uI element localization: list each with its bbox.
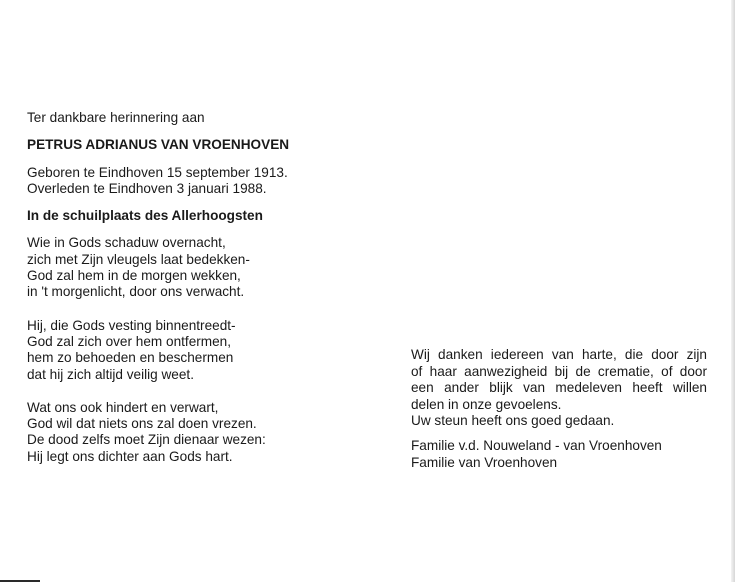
thanks-line: Wij danken iedereen van harte, die door zijn <box>411 347 707 362</box>
poem-line: Hij legt ons dichter aan Gods hart. <box>27 448 233 464</box>
poem-line: in 't morgenlicht, door ons verwacht. <box>27 284 245 300</box>
thanks-line: delen in onze gevoelens. <box>411 396 562 412</box>
card-edge-shadow <box>731 0 735 582</box>
poem-line: Wat ons ook hindert en verwart, <box>27 399 219 415</box>
thanks-paragraph <box>411 347 707 430</box>
right-column <box>411 347 707 471</box>
family-line: Familie v.d. Nouweland - van Vroenhoven <box>411 437 662 453</box>
poem-line: De dood zelfs moet Zijn dienaar wezen: <box>27 432 266 448</box>
birth-line: Geboren te Eindhoven 15 september 1913. <box>27 164 288 180</box>
intro-text: Ter dankbare herinnering aan <box>27 110 205 125</box>
poem-line: God zal zich over hem ontfermen, <box>27 333 231 349</box>
poem-line: Wie in Gods schaduw overnacht, <box>27 235 226 251</box>
poem-line: God zal hem in de morgen wekken, <box>27 268 241 284</box>
poem-title: In de schuilplaats des Allerhoogsten <box>27 208 263 224</box>
thanks-line: of haar aanwezigheid bij de crematie, of door <box>411 363 707 379</box>
poem-stanza-3 <box>27 400 367 465</box>
poem-line: zich met Zijn vleugels laat bedekken- <box>27 251 250 267</box>
poem-line: hem zo behoeden en beschermen <box>27 350 234 366</box>
poem-line: God wil dat niets ons zal doen vrezen. <box>27 416 257 432</box>
left-column <box>27 110 367 465</box>
poem-stanza-2 <box>27 318 367 383</box>
poem-line: Hij, die Gods vesting binnentreedt- <box>27 317 236 333</box>
family-line: Familie van Vroenhoven <box>411 454 558 470</box>
poem-line: dat hij zich altijd veilig weet. <box>27 366 194 382</box>
family-signature <box>411 438 707 471</box>
poem-stanza-1 <box>27 235 367 300</box>
thanks-line: een ander blijk van medeleven heeft willen <box>411 380 707 396</box>
thanks-line: Uw steun heeft ons goed gedaan. <box>411 413 615 429</box>
deceased-name: PETRUS ADRIANUS VAN VROENHOVEN <box>27 137 290 153</box>
death-line: Overleden te Eindhoven 3 januari 1988. <box>27 180 267 196</box>
